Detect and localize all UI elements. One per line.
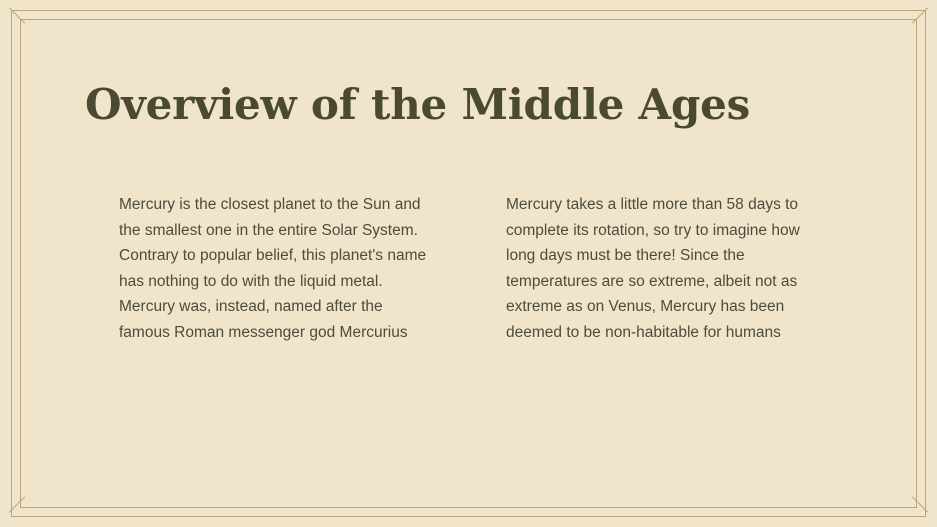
corner-ornament-top-left: [9, 9, 25, 25]
body-paragraph: Mercury takes a little more than 58 days to complete its rotation, so try to imagine how long days must be there! Since the temperatures are so extreme, albeit not as extreme as on Venus, Mercury has been deemed to be non-habitable for humans: [506, 196, 800, 341]
corner-ornament-bottom-right: [912, 502, 928, 518]
corner-ornament-top-right: [912, 9, 928, 25]
slide-title: Overview of the Middle Ages: [85, 80, 751, 130]
body-columns: [119, 192, 839, 345]
body-paragraph: Mercury is the closest planet to the Sun and the smallest one in the entire Solar System. Contrary to popular belief, this planet's name has nothing to do with the liquid metal. Mercury was, instead, named after the famous Roman messenger god Mercurius: [119, 196, 427, 341]
body-column-right: [506, 192, 816, 345]
body-column-left: [119, 192, 429, 345]
corner-ornament-bottom-left: [9, 502, 25, 518]
